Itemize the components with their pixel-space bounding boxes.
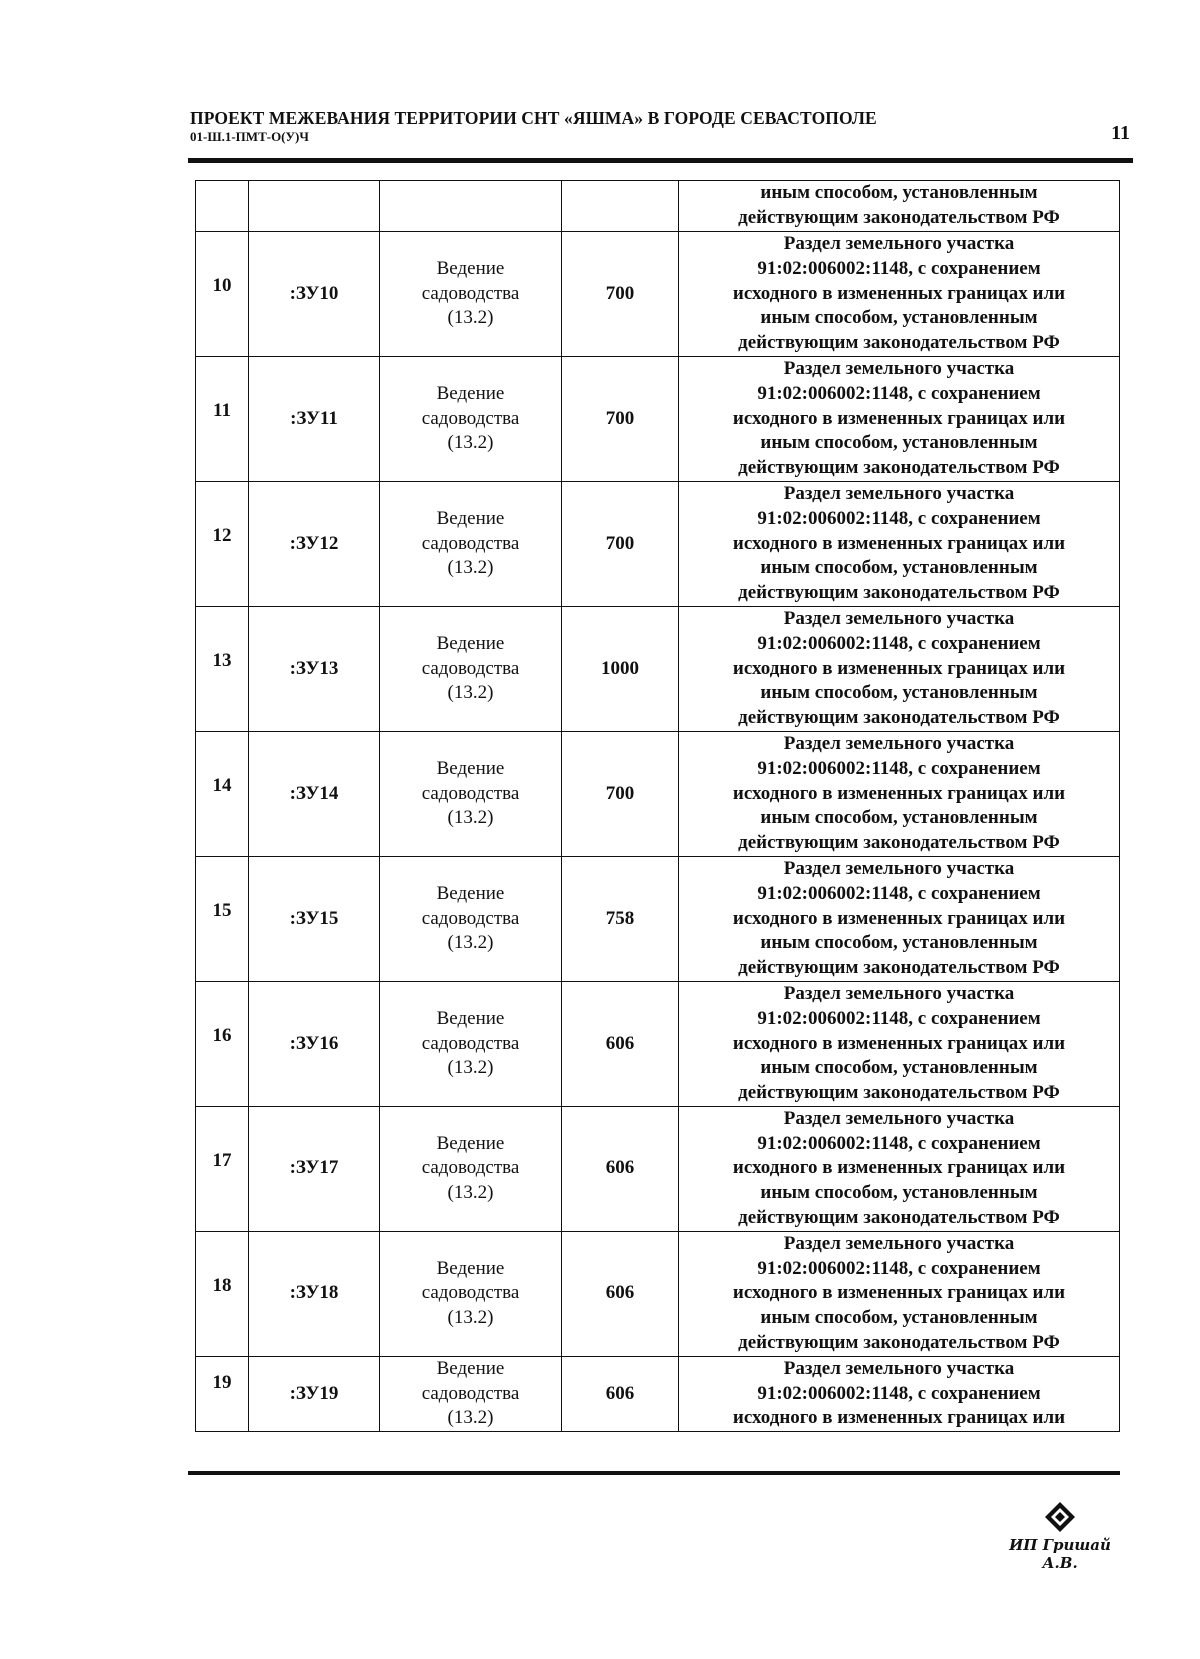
use-line: Ведение [436,257,505,279]
note-line: исходного в измененных границах или [732,282,1066,304]
cell-num: 18 [196,1231,249,1356]
use-line: Ведение [436,1357,505,1379]
table-row [196,232,1120,357]
cell-area: 700 [562,356,679,481]
note-line: иным способом, установленным [760,432,1038,454]
table-row [196,1231,1120,1356]
note-line: Раздел земельного участка [783,732,1015,754]
note-line: Раздел земельного участка [783,233,1015,254]
cell-code: :ЗУ11 [249,356,380,481]
cell-note [679,1106,1120,1231]
cell-code: :ЗУ19 [249,1356,380,1431]
note-line: действующим законодательством РФ [738,332,1060,354]
cell-use [380,731,562,856]
use-line: (13.2) [447,807,494,829]
cell-code: :ЗУ14 [249,731,380,856]
note-line: исходного в измененных границах или [732,657,1066,679]
note-line: Раздел земельного участка [783,482,1015,504]
diamond-emblem-icon [1043,1500,1077,1534]
note-line: действующим законодательством РФ [738,1207,1060,1229]
note-line: исходного в измененных границах или [732,407,1066,429]
note-line: действующим законодательством РФ [738,1332,1060,1354]
cell-num: 19 [196,1356,249,1431]
cell-use [380,356,562,481]
cell-note [679,606,1120,731]
cell-num: 12 [196,481,249,606]
cell-note [679,232,1120,357]
cell-code: :ЗУ17 [249,1106,380,1231]
cell-code: :ЗУ15 [249,856,380,981]
use-line: садоводства [421,782,520,804]
use-line: (13.2) [447,932,494,954]
note-line: исходного в измененных границах или [732,532,1066,554]
note-line: исходного в измененных границах или [732,782,1066,804]
table-body [196,181,1120,1432]
note-line: действующим законодательством РФ [738,957,1060,979]
use-line: садоводства [421,1032,520,1054]
cell-use [380,606,562,731]
use-line: Ведение [436,507,505,529]
cell-code: :ЗУ16 [249,981,380,1106]
cell-area: 606 [562,1231,679,1356]
cell-code: :ЗУ18 [249,1231,380,1356]
header-rule [188,158,1133,163]
cell-note [679,1356,1120,1431]
note-line: иным способом, установленным [760,682,1038,704]
use-line: (13.2) [447,1307,494,1329]
note-line: иным способом, установленным [760,1182,1038,1204]
note-line: 91:02:006002:1148, с сохранением [757,507,1041,529]
cell-code [249,181,380,232]
note-line: иным способом, установленным [760,557,1038,579]
cell-num: 14 [196,731,249,856]
table-row [196,1106,1120,1231]
note-line: 91:02:006002:1148, с сохранением [757,1382,1041,1404]
note-line: Раздел земельного участка [783,1357,1015,1379]
use-line: (13.2) [447,1057,494,1079]
note-line: 91:02:006002:1148, с сохранением [757,1007,1041,1029]
page-number: 11 [1111,122,1130,144]
cell-area: 606 [562,1106,679,1231]
note-line: 91:02:006002:1148, с сохранением [757,257,1041,279]
use-line: Ведение [436,1257,505,1279]
use-line: садоводства [421,657,520,679]
cell-area [562,181,679,232]
note-line: Раздел земельного участка [783,607,1015,629]
table-row [196,606,1120,731]
note-line: Раздел земельного участка [783,1107,1015,1129]
cell-code: :ЗУ10 [249,232,380,357]
note-line: Раздел земельного участка [783,357,1015,379]
note-line: исходного в измененных границах или [732,1157,1066,1179]
use-line: садоводства [421,282,520,304]
note-line: действующим законодательством РФ [738,457,1060,479]
table-row [196,856,1120,981]
note-line: иным способом, установленным [760,182,1038,204]
cell-area: 758 [562,856,679,981]
cell-use [380,856,562,981]
note-line: иным способом, установленным [760,1057,1038,1079]
use-line: (13.2) [447,307,494,329]
note-line: действующим законодательством РФ [738,207,1060,228]
cell-use [380,1231,562,1356]
use-line: Ведение [436,382,505,404]
note-line: иным способом, установленным [760,932,1038,954]
note-line: 91:02:006002:1148, с сохранением [757,882,1041,904]
use-line: садоводства [421,1382,520,1404]
cell-area: 700 [562,232,679,357]
cell-num: 13 [196,606,249,731]
note-line: исходного в измененных границах или [732,907,1066,929]
footer-rule [188,1471,1120,1475]
cell-note [679,731,1120,856]
cell-use [380,481,562,606]
cell-note [679,856,1120,981]
land-plots-table [195,180,1120,1432]
note-line: Раздел земельного участка [783,857,1015,879]
note-line: действующим законодательством РФ [738,1082,1060,1104]
cell-area: 606 [562,1356,679,1431]
cell-area: 1000 [562,606,679,731]
cell-note [679,356,1120,481]
cell-num: 16 [196,981,249,1106]
company-logo [1000,1500,1120,1570]
cell-use [380,232,562,357]
note-line: действующим законодательством РФ [738,707,1060,729]
use-line: Ведение [436,632,505,654]
use-line: (13.2) [447,557,494,579]
note-line: исходного в измененных границах или [732,1282,1066,1304]
note-line: действующим законодательством РФ [738,832,1060,854]
use-line: (13.2) [447,1407,494,1429]
cell-num: 11 [196,356,249,481]
cell-num: 17 [196,1106,249,1231]
use-line: садоводства [421,1282,520,1304]
note-line: 91:02:006002:1148, с сохранением [757,1132,1041,1154]
use-line: садоводства [421,1157,520,1179]
cell-use [380,981,562,1106]
company-signature: ИП Гришай А.В. [1009,1536,1111,1572]
table-row [196,481,1120,606]
cell-note [679,481,1120,606]
use-line: (13.2) [447,682,494,704]
cell-code: :ЗУ13 [249,606,380,731]
use-line: (13.2) [447,1182,494,1204]
note-line: иным способом, установленным [760,807,1038,829]
cell-area: 700 [562,731,679,856]
use-line: Ведение [436,882,505,904]
cell-num: 15 [196,856,249,981]
cell-area: 700 [562,481,679,606]
table-row [196,981,1120,1106]
document-title: ПРОЕКТ МЕЖЕВАНИЯ ТЕРРИТОРИИ СНТ «ЯШМА» В ГОРОДЕ СЕВАСТОПОЛЕ [190,108,877,128]
cell-code: :ЗУ12 [249,481,380,606]
use-line: Ведение [436,1007,505,1029]
cell-area: 606 [562,981,679,1106]
page-header [190,108,1130,145]
cell-use [380,181,562,232]
note-line: 91:02:006002:1148, с сохранением [757,382,1041,404]
note-line: Раздел земельного участка [783,982,1015,1004]
note-line: иным способом, установленным [760,307,1038,329]
use-line: (13.2) [447,432,494,454]
document-code: 01-Ш.1-ПМТ-О(У)Ч [190,129,309,144]
use-line: садоводства [421,532,520,554]
table-row [196,356,1120,481]
table-row-continuation [196,181,1120,232]
note-line: 91:02:006002:1148, с сохранением [757,757,1041,779]
cell-note [679,181,1120,232]
cell-note [679,1231,1120,1356]
cell-num: 10 [196,232,249,357]
note-line: действующим законодательством РФ [738,582,1060,604]
use-line: Ведение [436,1132,505,1154]
note-line: исходного в измененных границах или [732,1032,1066,1054]
table-row [196,731,1120,856]
note-line: Раздел земельного участка [783,1232,1015,1254]
cell-num [196,181,249,232]
note-line: 91:02:006002:1148, с сохранением [757,1257,1041,1279]
cell-note [679,981,1120,1106]
note-line: исходного в измененных границах или [732,1407,1066,1429]
use-line: садоводства [421,407,520,429]
use-line: садоводства [421,907,520,929]
table-row [196,1356,1120,1431]
cell-use [380,1106,562,1231]
use-line: Ведение [436,757,505,779]
note-line: иным способом, установленным [760,1307,1038,1329]
note-line: 91:02:006002:1148, с сохранением [757,632,1041,654]
cell-use [380,1356,562,1431]
